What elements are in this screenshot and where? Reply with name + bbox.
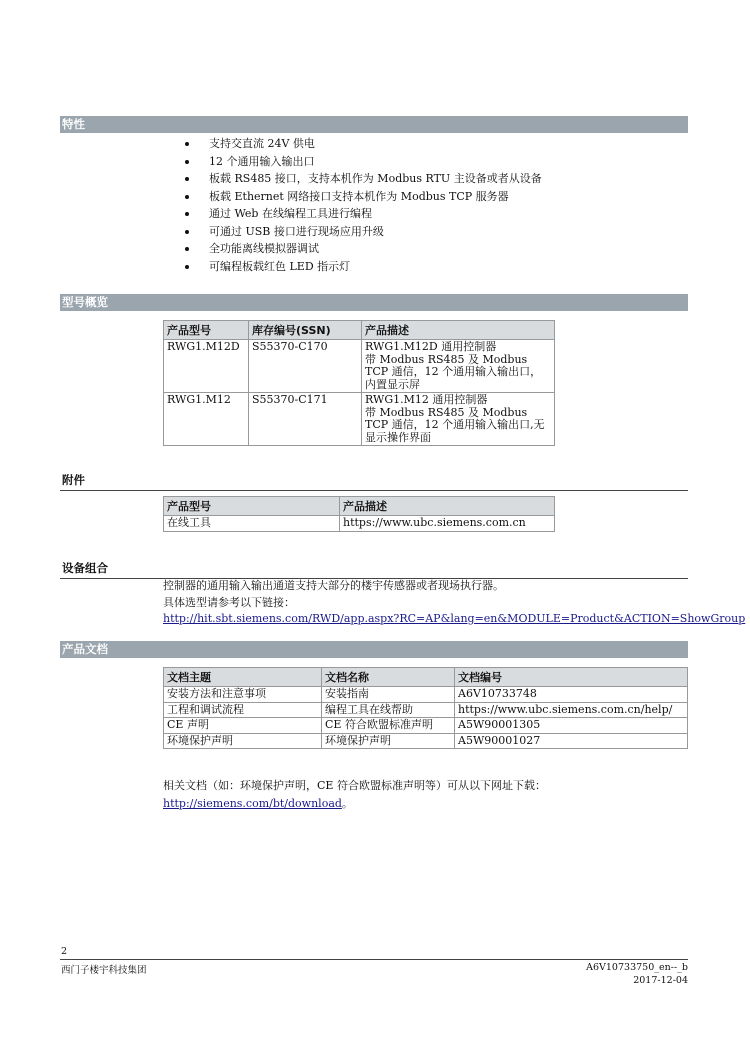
accessories-table [163,496,555,532]
bullet-icon [185,212,189,216]
table-row [164,340,555,393]
cell-ssn: S55370-C171 [249,393,362,446]
column-header: 文档编号 [455,668,688,687]
table-header-row [164,668,688,687]
feature-item: 可编程板载红色 LED 指示灯 [185,258,542,276]
download-link[interactable]: http://siemens.com/bt/download [163,797,342,810]
bullet-icon [185,230,189,234]
cell-topic: 环境保护声明 [164,733,322,749]
features-list [185,135,542,275]
cell-name: 安装指南 [322,687,455,703]
cell-name: 编程工具在线帮助 [322,702,455,718]
docs-section-header: 产品文档 [60,641,688,658]
cell-description: RWG1.M12D 通用控制器 带 Modbus RS485 及 Modbus TCP 通信，12 个通用输入输出口，内置显示屏 [362,340,555,393]
column-header: 产品描述 [362,321,555,340]
accessories-section-header: 附件 [60,472,688,491]
bullet-icon [185,265,189,269]
combination-link[interactable]: http://hit.sbt.siemens.com/RWD/app.aspx?RC=AP&lang=en&MODULE=Product&ACTION=ShowGroup [163,612,746,625]
table-header-row [164,497,555,516]
cell-topic: 安装方法和注意事项 [164,687,322,703]
bullet-icon [185,247,189,251]
cell-number: A6V10733748 [455,687,688,703]
cell-number: A5W90001305 [455,718,688,734]
table-row [164,393,555,446]
table-header-row [164,321,555,340]
features-section-header: 特性 [60,116,688,133]
combination-line-1: 控制器的通用输入输出通道支持大部分的楼宇传感器或者现场执行器。 [163,579,504,592]
docs-note: 相关文档（如：环境保护声明，CE 符合欧盟标准声明等）可从以下网址下载： [163,779,546,792]
footer-divider [60,959,688,960]
footer-company: 西门子楼宇科技集团 [61,965,147,976]
table-row [164,733,688,749]
footer-doc-id: A6V10733750_en--_b [586,962,688,973]
column-header: 产品描述 [340,497,555,516]
combination-line-2: 具体选型请参考以下链接： [163,596,295,609]
cell-topic: 工程和调试流程 [164,702,322,718]
docs-table [163,667,688,749]
page-number: 2 [61,946,68,957]
table-row [164,516,555,532]
cell-name: CE 符合欧盟标准声明 [322,718,455,734]
column-header: 产品型号 [164,321,249,340]
table-row [164,702,688,718]
cell-model: RWG1.M12D [164,340,249,393]
docs-link-line: http://siemens.com/bt/download。 [163,797,353,810]
cell-model: 在线工具 [164,516,340,532]
overview-section-header: 型号概览 [60,294,688,311]
bullet-icon [185,177,189,181]
cell-model: RWG1.M12 [164,393,249,446]
feature-item: 可通过 USB 接口进行现场应用升级 [185,223,542,241]
cell-ssn: S55370-C170 [249,340,362,393]
cell-description: https://www.ubc.siemens.com.cn [340,516,555,532]
cell-name: 环境保护声明 [322,733,455,749]
column-header: 文档主题 [164,668,322,687]
cell-description: RWG1.M12 通用控制器 带 Modbus RS485 及 Modbus TCP 通信，12 个通用输入输出口,无显示操作界面 [362,393,555,446]
bullet-icon [185,195,189,199]
feature-item: 支持交直流 24V 供电 [185,135,542,153]
overview-table [163,320,555,446]
feature-item: 12 个通用输入输出口 [185,153,542,171]
table-row [164,718,688,734]
cell-number: https://www.ubc.siemens.com.cn/help/ [455,702,688,718]
column-header: 产品型号 [164,497,340,516]
column-header: 文档名称 [322,668,455,687]
column-header: 库存编号(SSN) [249,321,362,340]
feature-item: 板载 Ethernet 网络接口支持本机作为 Modbus TCP 服务器 [185,188,542,206]
feature-item: 通过 Web 在线编程工具进行编程 [185,205,542,223]
footer-date: 2017-12-04 [633,975,688,986]
feature-item: 全功能离线模拟器调试 [185,240,542,258]
bullet-icon [185,142,189,146]
cell-topic: CE 声明 [164,718,322,734]
table-row [164,687,688,703]
feature-item: 板载 RS485 接口，支持本机作为 Modbus RTU 主设备或者从设备 [185,170,542,188]
cell-number: A5W90001027 [455,733,688,749]
bullet-icon [185,160,189,164]
combination-section-header: 设备组合 [60,560,688,579]
